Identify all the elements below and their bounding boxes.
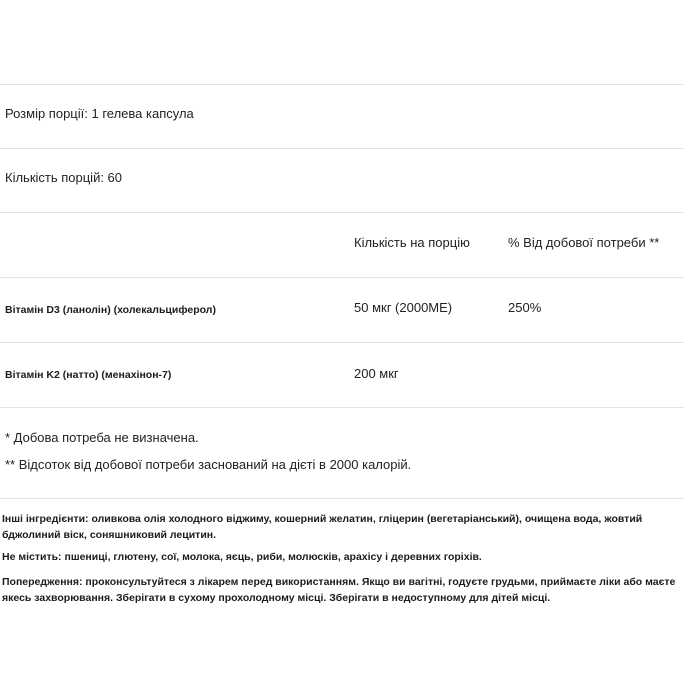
daily-value-column-header: % Від добової потреби ** [508,235,660,250]
other-ingredients-text: Інші інгредієнти: оливкова олія холодного віджиму, кошерний желатин, гліцерин (вегетаріанський), очищена вода, жовтий бджолиний віск, соняшниковий лецитин. [2,513,643,541]
divider [0,342,684,343]
footnote: ** Відсоток від добової потреби заснований на дієті в 2000 калорій. [5,457,412,472]
footnote: * Добова потреба не визначена. [5,430,199,445]
amount-column-header: Кількість на порцію [354,235,470,250]
nutrient-amount: 200 мкг [354,366,399,381]
allergens-text: Не містить: пшениці, глютену, сої, молока, яєць, риби, молюсків, арахісу і деревних горіхів. [2,551,482,563]
divider [0,277,684,278]
divider [0,212,684,213]
nutrient-name: Вітамін K2 (натто) (менахінон-7) [5,369,172,381]
warning-text: Попередження: проконсультуйтеся з лікарем перед використанням. Якщо ви вагітні, годуєте грудьми, приймаєте ліки або маєте якесь захворювання. Зберігати в сухому прохолодному місці. Зберігати в недоступному для дітей місці. [2,576,676,604]
divider [0,84,684,85]
divider [0,407,684,408]
serving-size-text: Розмір порції: 1 гелева капсула [5,106,194,121]
nutrient-name: Вітамін D3 (ланолін) (холекальциферол) [5,304,216,316]
divider [0,148,684,149]
divider [0,498,684,499]
nutrient-daily-value: 250% [508,300,542,315]
nutrient-amount: 50 мкг (2000МЕ) [354,300,453,315]
servings-count-text: Кількість порцій: 60 [5,170,123,185]
